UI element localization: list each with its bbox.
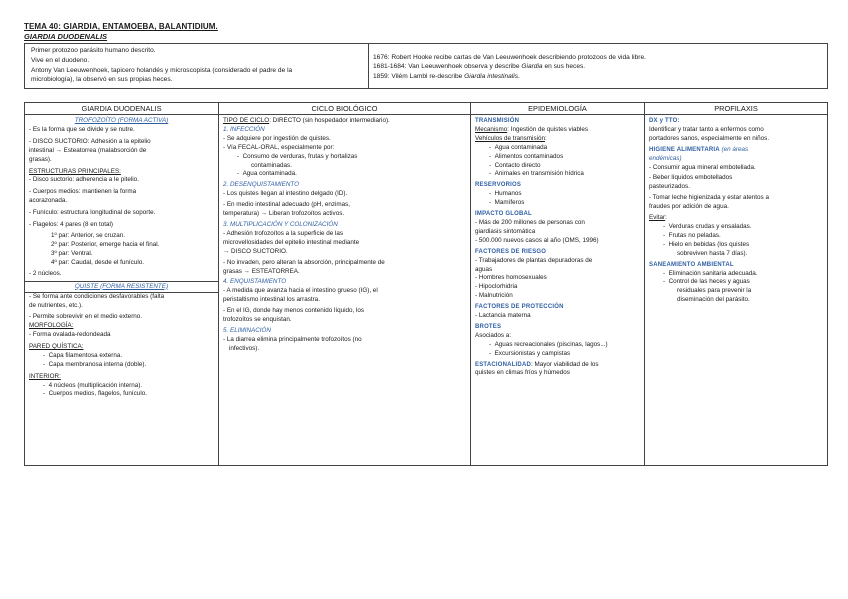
text-line: residuales para prevenir la [677, 287, 752, 295]
list-item: - Eliminación sanitaria adecuada. [663, 269, 758, 277]
column-header: PROFILAXIS [645, 103, 827, 115]
estructuras-heading: ESTRUCTURAS PRINCIPALES: [29, 167, 121, 175]
column-giardia [25, 103, 219, 465]
text-line: - Malnutrición [475, 292, 513, 300]
step-heading: 2. DESENQUISTAMIENTO [223, 181, 300, 189]
interior-heading: INTERIOR: [29, 372, 61, 380]
text-line: quistes en climas fríos y húmedos [475, 369, 570, 377]
dx-heading: DX y TTO: [649, 118, 680, 124]
text-line: - Lactancia materna [475, 312, 531, 320]
text-line: sobreviven hasta 7 días). [677, 249, 748, 257]
text-line: de nutrientes, etc.). [29, 302, 83, 310]
list-item: - Humanos [489, 190, 522, 198]
history-line: 1859: Vilém Lambl re-describe Giardia intestinalis. [373, 72, 520, 80]
intro-right-cell [369, 44, 827, 88]
list-item: - Hielo en bebidas (los quistes [663, 240, 750, 248]
step-heading: 4. ENQUISTAMIENTO [223, 278, 287, 286]
list-item: - Frutas no peladas. [663, 231, 721, 239]
trofozoito-heading: TROFOZOÍTO (FORMA ACTIVA) [74, 117, 169, 124]
text-line: - 500.000 nuevos casos al año (OMS, 1996) [475, 236, 599, 244]
saneamiento-heading: SANEAMIENTO AMBIENTAL [649, 261, 734, 268]
text-line: Vehículos de transmisión: [475, 134, 547, 142]
list-item: - Consumo de verduras, frutas y hortalizas [237, 152, 358, 160]
text-line: grasas → ESTEATORREA. [223, 267, 300, 275]
list-item: - 4 núcleos (multiplicación interna). [43, 381, 143, 389]
text-line: intestinal → Esteatorrea (malabsorción de [29, 146, 147, 154]
list-item: 3º par: Ventral. [51, 249, 93, 257]
text-line: infectivos). [229, 344, 260, 352]
evitar-heading: Evitar: [649, 214, 667, 222]
intro-line: Vive en el duodeno. [31, 56, 90, 64]
list-item: - Contacto directo [489, 161, 541, 169]
column-header: EPIDEMIOLOGÍA [471, 103, 644, 115]
text-line: pasteurizados. [649, 183, 690, 191]
list-item: 2º par: Posterior, emerge hacia el final. [51, 240, 160, 248]
text-line: peristaltismo intestinal los arrastra. [223, 296, 320, 304]
text-line: temperatura) → Liberan trofozoítos activos. [223, 210, 345, 218]
column-ciclo [219, 103, 471, 465]
list-item: - Agua contaminada. [237, 170, 297, 178]
text-line: - Adhesión trofozoítos a la superficie de las [223, 229, 344, 237]
quiste-heading: QUISTE (FORMA RESISTENTE) [74, 282, 169, 290]
text-line: trofozoítos se enquistan. [223, 316, 292, 324]
text-line: - Cuerpos medios: mantienen la forma [29, 188, 137, 196]
higiene-heading: HIGIENE ALIMENTARIA (en áreas [649, 145, 749, 153]
column-header: CICLO BIOLÓGICO [219, 103, 470, 115]
column-header: GIARDIA DUODENALIS [25, 103, 218, 115]
list-item: - Cuerpos medios, flagelos, funículo. [43, 390, 147, 398]
column-epidemiologia [471, 103, 645, 465]
text-line: - Tomar leche higienizada y estar atentos a [649, 194, 769, 202]
text-line: - En el IG, donde hay menos contenido líquido, los [223, 307, 365, 315]
text-line: acorazonada. [29, 197, 68, 205]
text-line: - DISCO SUCTORIO: Adhesión a la epitelio [29, 137, 151, 145]
brotes-heading: BROTES [475, 323, 502, 330]
text-line: contaminadas. [251, 161, 292, 169]
tipo-ciclo: TIPO DE CICLO: DIRECTO (sin hospedador intermediario). [223, 117, 390, 124]
text-line: fraudes por adición de agua. [649, 203, 729, 211]
text-line: - Permite sobrevivir en el medio externo. [29, 313, 143, 321]
step-heading: 5. ELIMINACIÓN [223, 326, 271, 334]
step-heading: 3. MULTIPLICACIÓN Y COLONIZACIÓN [223, 220, 338, 228]
page-subtitle: GIARDIA DUODENALIS [24, 32, 108, 41]
text-line: diseminación del parásito. [677, 296, 750, 304]
estacionalidad: ESTACIONALIDAD: Mayor viabilidad de los [475, 360, 599, 368]
text-line: giardiasis sintomática [475, 227, 536, 235]
text-line: - Vía FECAL-ORAL, especialmente por: [223, 143, 335, 151]
intro-line: Antony Van Leeuwenhoek, tapicero holandés y microscopista (considerado el padre de la [31, 66, 293, 74]
text-line: - Funículo: estructura longitudinal de soporte. [29, 209, 156, 217]
list-item: - Aguas recreacionales (piscinas, lagos...) [489, 340, 608, 348]
list-item: - Excursionistas y campistas [489, 349, 571, 357]
list-item: - Verduras crudas y ensaladas. [663, 222, 752, 230]
proteccion-heading: FACTORES DE PROTECCIÓN [475, 304, 564, 311]
text-line: - Beber líquidos embotellados [649, 174, 733, 182]
text-line: - No invaden, pero alteran la absorción, principalmente de [223, 258, 385, 266]
list-item: - Capa filamentosa externa. [43, 351, 123, 359]
impacto-heading: IMPACTO GLOBAL [475, 211, 532, 218]
text-line: → DISCO SUCTORIO. [223, 247, 288, 255]
riesgo-heading: FACTORES DE RIESGO [475, 248, 547, 255]
history-line: 1681-1684: Van Leeuwenhoek observa y describe Giardia en sus heces. [373, 63, 586, 71]
text-line: - Disco suctorio: adherencia a le pitelio. [29, 176, 139, 184]
list-item: - Mamíferos [489, 199, 525, 207]
text-line: - La diarrea elimina principalmente trofozoítos (no [223, 335, 362, 343]
text-line: Mecanismo: Ingestión de quistes viables [475, 125, 589, 133]
text-line: - Se adquiere por ingestión de quistes. [223, 134, 331, 142]
text-line: - Flagelos: 4 pares (8 en total) [29, 221, 113, 229]
pared-heading: PARED QUÍSTICA: [29, 342, 84, 350]
text-line: - Consumir agua mineral embotellada. [649, 163, 756, 171]
intro-line: Primer protozoo parásito humano descrito. [31, 47, 156, 54]
intro-box [24, 43, 828, 89]
column-profilaxis [645, 103, 827, 465]
text-line: - 2 núcleos. [29, 269, 62, 277]
text-line: Identificar y tratar tanto a enfermos como [649, 125, 764, 133]
list-item: 1º par: Anterior, se cruzan. [51, 231, 126, 239]
text-line: aguas [475, 265, 493, 273]
text-line: - Trabajadores de plantas depuradoras de [475, 256, 593, 264]
text-line: - Más de 200 millones de personas con [475, 218, 585, 226]
text-line: - Los quistes llegan al intestino delgado (ID). [223, 190, 348, 198]
list-item: - Control de las heces y aguas [663, 278, 750, 286]
list-item: - Capa membranosa interna (doble). [43, 360, 147, 368]
text-line: Asociados a: [475, 331, 512, 339]
page-title: TEMA 40: GIARDIA, ENTAMOEBA, BALANTIDIUM. [24, 22, 218, 31]
text-line: - Se forma ante condiciones desfavorables (falta [29, 293, 165, 301]
step-heading: 1. INFECCIÓN [223, 125, 265, 133]
list-item: - Animales en transmisión hídrica [489, 170, 584, 178]
text-line: portadores sanos, especialmente en niños. [649, 134, 770, 142]
text-line: - A medida que avanza hacia el intestino grueso (IG), el [223, 287, 378, 295]
summary-table [24, 102, 828, 466]
text-line: - Es la forma que se divide y se nutre. [29, 125, 135, 133]
higiene-subheading: endémicas) [649, 154, 682, 162]
list-item: 4º par: Caudal, desde el funículo. [51, 258, 144, 266]
intro-left-cell [25, 44, 369, 88]
list-item: - Alimentos contaminados [489, 152, 564, 160]
text-line: grasas). [29, 155, 52, 163]
text-line: - Hipoclorhidria [475, 283, 518, 291]
morfologia-heading: MORFOLOGÍA: [29, 322, 74, 330]
intro-line: microbiología), la observó en sus propias heces. [31, 76, 173, 84]
text-line: - Forma ovalada-redondeada [29, 331, 111, 339]
text-line: - En medio intestinal adecuado (pH, enzimas, [223, 201, 351, 209]
list-item: - Agua contaminada [489, 143, 548, 151]
history-line: 1676: Robert Hooke recibe cartas de Van Leeuwenhoek describiendo protozoos de vida libre. [373, 54, 646, 61]
reservorios-heading: RESERVORIOS [475, 182, 522, 189]
text-line: - Hombres homosexuales [475, 274, 547, 282]
transmision-heading: TRANSMISIÓN [475, 118, 520, 124]
text-line: microvellosidades del epitelio intestinal mediante [223, 238, 360, 246]
